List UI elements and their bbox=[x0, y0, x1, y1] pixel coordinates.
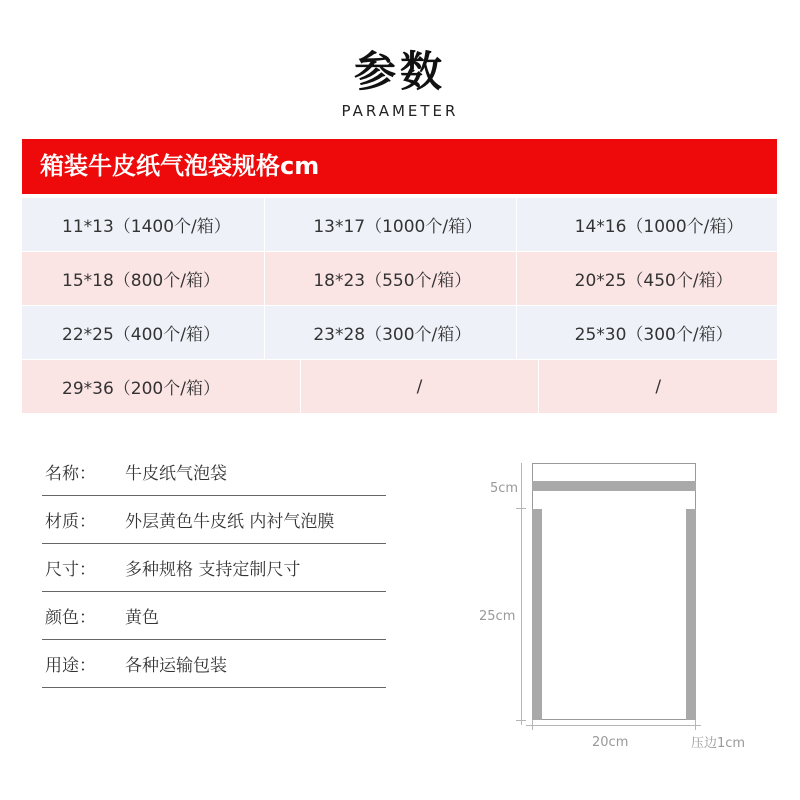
width-dimension-line bbox=[526, 725, 701, 726]
width-dimension-label: 20cm bbox=[592, 735, 629, 750]
dimension-tick bbox=[532, 720, 533, 730]
info-row-usage bbox=[42, 640, 386, 688]
info-value: 多种规格 支持定制尺寸 bbox=[125, 560, 301, 580]
spec-table-title: 箱装牛皮纸气泡袋规格cm bbox=[22, 139, 777, 194]
info-label: 材质： bbox=[45, 512, 96, 532]
table-cell: 20*25（450个/箱） bbox=[517, 252, 777, 305]
table-cell: 29*36（200个/箱） bbox=[22, 360, 300, 413]
table-cell: 13*17（1000个/箱） bbox=[265, 198, 515, 251]
info-value: 外层黄色牛皮纸 内衬气泡膜 bbox=[125, 512, 335, 532]
table-cell: 25*30（300个/箱） bbox=[517, 306, 777, 359]
flap-seal-band bbox=[532, 481, 696, 491]
table-cell: 15*18（800个/箱） bbox=[22, 252, 264, 305]
table-cell-empty: / bbox=[301, 360, 539, 413]
table-row bbox=[22, 252, 777, 305]
height-dimension-label: 25cm bbox=[479, 609, 516, 624]
table-cell: 14*16（1000个/箱） bbox=[517, 198, 777, 251]
dimension-tick bbox=[516, 508, 526, 509]
table-row bbox=[22, 306, 777, 359]
info-label: 名称： bbox=[45, 464, 96, 484]
bag-outline bbox=[532, 463, 696, 720]
table-row bbox=[22, 360, 777, 413]
table-cell: 18*23（550个/箱） bbox=[265, 252, 515, 305]
dimension-tick bbox=[695, 720, 696, 730]
info-value: 黄色 bbox=[125, 608, 159, 628]
info-row-size bbox=[42, 544, 386, 592]
info-row-color bbox=[42, 592, 386, 640]
dimension-tick bbox=[516, 720, 526, 721]
info-row-material bbox=[42, 496, 386, 544]
info-value: 牛皮纸气泡袋 bbox=[125, 464, 227, 484]
right-side-seal bbox=[686, 509, 696, 720]
table-cell: 22*25（400个/箱） bbox=[22, 306, 264, 359]
left-side-seal bbox=[532, 509, 542, 720]
info-label: 颜色： bbox=[45, 608, 96, 628]
spec-table bbox=[22, 198, 777, 414]
info-label: 尺寸： bbox=[45, 560, 96, 580]
height-dimension-line bbox=[521, 463, 522, 725]
info-label: 用途： bbox=[45, 656, 96, 676]
table-row bbox=[22, 198, 777, 251]
flap-dimension-label: 5cm bbox=[490, 481, 519, 496]
product-info-list bbox=[42, 448, 386, 688]
page-subtitle: PARAMETER bbox=[341, 102, 459, 120]
info-value: 各种运输包装 bbox=[125, 656, 227, 676]
seal-width-label: 压边1cm bbox=[691, 736, 746, 751]
info-row-name bbox=[42, 448, 386, 496]
table-cell: 11*13（1400个/箱） bbox=[22, 198, 264, 251]
table-cell-empty: / bbox=[539, 360, 777, 413]
bag-size-diagram bbox=[470, 455, 780, 765]
table-cell: 23*28（300个/箱） bbox=[265, 306, 515, 359]
page-title: 参数 bbox=[353, 47, 446, 96]
